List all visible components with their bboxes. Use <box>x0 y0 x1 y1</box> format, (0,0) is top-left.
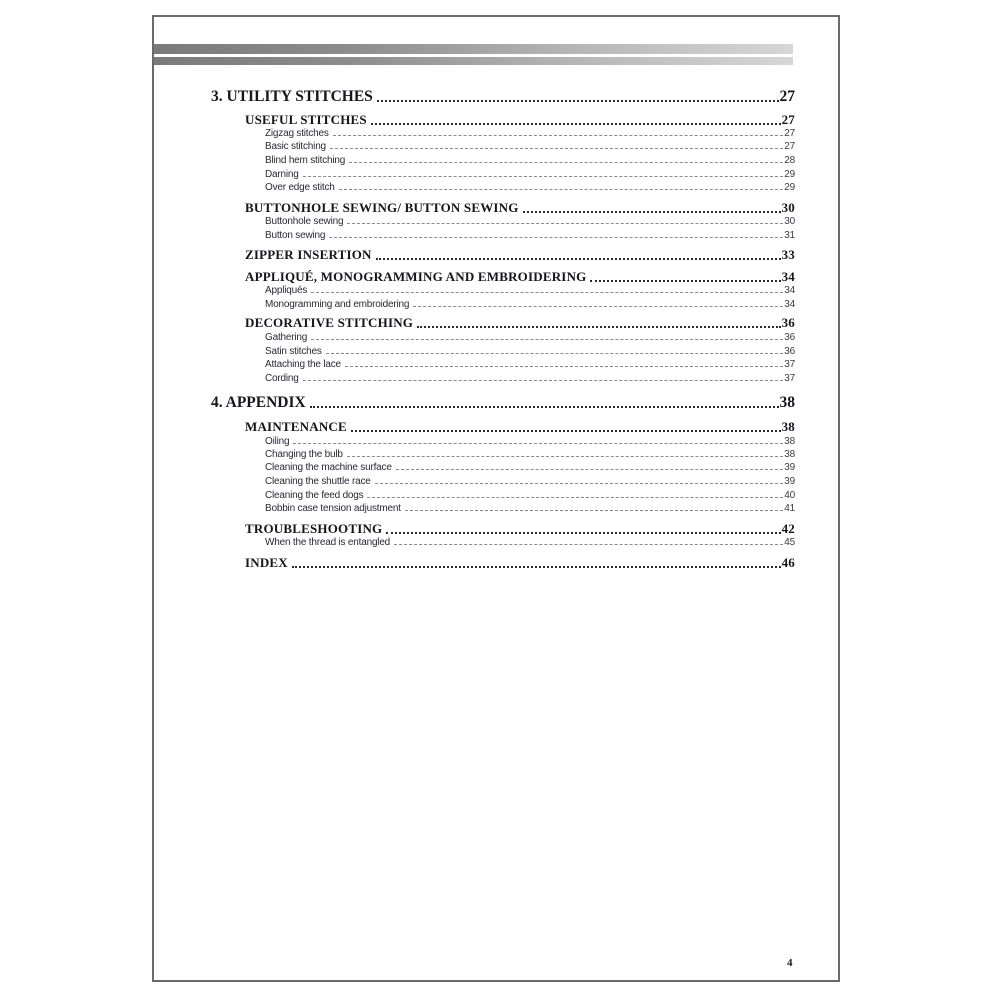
dot-leader <box>394 541 783 545</box>
dot-leader <box>326 350 784 354</box>
toc-entry-page-number: 46 <box>781 555 795 570</box>
toc-entry-title: INDEX <box>245 555 288 570</box>
toc-entry-title: Appliqués <box>265 285 308 296</box>
toc-section-entry <box>245 555 795 571</box>
toc-entry-title: Bobbin case tension adjustment <box>265 503 401 514</box>
toc-entry-title: ZIPPER INSERTION <box>245 247 372 262</box>
toc-entry-page-number: 45 <box>784 537 795 548</box>
toc-entry-page-number: 37 <box>784 373 795 384</box>
toc-sub-entry <box>265 299 795 310</box>
toc-entry-title: Gathering <box>265 332 308 343</box>
toc-chapter-entry <box>211 394 795 412</box>
toc-entry-page-number: 38 <box>784 449 795 460</box>
toc-entry-page-number: 41 <box>784 503 795 514</box>
dot-leader <box>293 440 783 444</box>
dot-leader <box>351 426 781 432</box>
toc-sub-entry <box>265 128 795 139</box>
toc-entry-page-number: 27 <box>779 88 795 105</box>
toc-entry-title: When the thread is entangled <box>265 537 391 548</box>
toc-sub-entry <box>265 230 795 241</box>
toc-entry-title: DECORATIVE STITCHING <box>245 315 414 330</box>
toc-entry-title: Button sewing <box>265 230 326 241</box>
toc-entry-page-number: 37 <box>784 359 795 370</box>
toc-entry-page-number: 29 <box>784 169 795 180</box>
toc-entry-page-number: 36 <box>784 332 795 343</box>
toc-sub-entry <box>265 476 795 487</box>
table-of-contents <box>154 17 838 980</box>
toc-section-entry <box>245 247 795 263</box>
toc-entry-title: Over edge stitch <box>265 182 335 193</box>
dot-leader <box>347 220 783 224</box>
toc-entry-title: Cleaning the machine surface <box>265 462 392 473</box>
toc-entry-title: Darning <box>265 169 299 180</box>
dot-leader <box>590 276 780 282</box>
toc-entry-title: 3. UTILITY STITCHES <box>211 88 373 105</box>
dot-leader <box>311 289 783 293</box>
toc-entry-title: Attaching the lace <box>265 359 341 370</box>
toc-section-entry <box>245 521 795 537</box>
toc-entry-page-number: 39 <box>784 462 795 473</box>
toc-sub-entry <box>265 285 795 296</box>
dot-leader <box>405 507 784 511</box>
dot-leader <box>375 480 784 484</box>
toc-sub-entry <box>265 449 795 460</box>
dot-leader <box>303 173 784 177</box>
toc-entry-title: Buttonhole sewing <box>265 216 344 227</box>
toc-entry-page-number: 40 <box>784 490 795 501</box>
toc-entry-title: Basic stitching <box>265 141 326 152</box>
toc-sub-entry <box>265 346 795 357</box>
toc-sub-entry <box>265 216 795 227</box>
dot-leader <box>367 494 783 498</box>
dot-leader <box>333 132 784 136</box>
toc-sub-entry <box>265 490 795 501</box>
toc-entry-page-number: 38 <box>784 436 795 447</box>
toc-entry-title: Cording <box>265 373 299 384</box>
toc-sub-entry <box>265 359 795 370</box>
toc-entry-title: USEFUL STITCHES <box>245 112 367 127</box>
toc-entry-page-number: 27 <box>784 141 795 152</box>
toc-entry-title: MAINTENANCE <box>245 419 347 434</box>
toc-sub-entry <box>265 537 795 548</box>
dot-leader <box>413 303 783 307</box>
dot-leader <box>523 207 781 213</box>
toc-sub-entry <box>265 373 795 384</box>
page-number: 4 <box>787 957 793 969</box>
toc-entry-page-number: 31 <box>784 230 795 241</box>
toc-section-entry <box>245 112 795 128</box>
toc-sub-entry <box>265 182 795 193</box>
toc-entry-page-number: 36 <box>784 346 795 357</box>
dot-leader <box>371 119 781 125</box>
toc-entry-page-number: 28 <box>784 155 795 166</box>
toc-entry-title: Cleaning the feed dogs <box>265 490 364 501</box>
toc-entry-title: TROUBLESHOOTING <box>245 521 383 536</box>
dot-leader <box>347 453 783 457</box>
toc-section-entry <box>245 315 795 331</box>
dot-leader <box>386 528 780 534</box>
toc-entry-title: Satin stitches <box>265 346 322 357</box>
toc-entry-page-number: 34 <box>784 285 795 296</box>
toc-sub-entry <box>265 169 795 180</box>
toc-entry-page-number: 39 <box>784 476 795 487</box>
dot-leader <box>349 159 783 163</box>
toc-entry-page-number: 36 <box>781 315 795 330</box>
toc-sub-entry <box>265 155 795 166</box>
toc-entry-title: BUTTONHOLE SEWING/ BUTTON SEWING <box>245 200 519 215</box>
dot-leader <box>376 254 781 260</box>
toc-entry-page-number: 29 <box>784 182 795 193</box>
toc-entry-title: APPLIQUÉ, MONOGRAMMING AND EMBROIDERING <box>245 269 587 284</box>
toc-entry-title: Oiling <box>265 436 290 447</box>
dot-leader <box>345 363 783 367</box>
toc-entry-title: Monogramming and embroidering <box>265 299 410 310</box>
toc-entry-title: Changing the bulb <box>265 449 343 460</box>
toc-entry-title: Blind hem stitching <box>265 155 346 166</box>
toc-chapter-entry <box>211 88 795 106</box>
toc-section-entry <box>245 269 795 285</box>
dot-leader <box>339 186 784 190</box>
toc-sub-entry <box>265 332 795 343</box>
toc-sub-entry <box>265 462 795 473</box>
dot-leader <box>396 466 784 470</box>
toc-entry-page-number: 38 <box>781 419 795 434</box>
toc-entry-title: Cleaning the shuttle race <box>265 476 371 487</box>
toc-sub-entry <box>265 141 795 152</box>
toc-entry-page-number: 33 <box>781 247 795 262</box>
toc-section-entry <box>245 200 795 216</box>
toc-entry-title: 4. APPENDIX <box>211 394 306 411</box>
dot-leader <box>377 96 779 102</box>
toc-sub-entry <box>265 436 795 447</box>
dot-leader <box>311 336 783 340</box>
toc-entry-page-number: 30 <box>784 216 795 227</box>
dot-leader <box>329 234 783 238</box>
toc-entry-page-number: 27 <box>781 112 795 127</box>
toc-entry-page-number: 34 <box>781 269 795 284</box>
dot-leader <box>292 562 781 568</box>
dot-leader <box>417 322 780 328</box>
toc-entry-page-number: 38 <box>779 394 795 411</box>
dot-leader <box>303 377 784 381</box>
toc-entry-page-number: 27 <box>784 128 795 139</box>
toc-section-entry <box>245 419 795 435</box>
toc-sub-entry <box>265 503 795 514</box>
toc-entry-page-number: 34 <box>784 299 795 310</box>
toc-entry-title: Zigzag stitches <box>265 128 329 139</box>
document-page <box>152 15 840 982</box>
dot-leader <box>310 402 779 408</box>
toc-entry-page-number: 30 <box>781 200 795 215</box>
toc-entry-page-number: 42 <box>781 521 795 536</box>
dot-leader <box>330 145 783 149</box>
